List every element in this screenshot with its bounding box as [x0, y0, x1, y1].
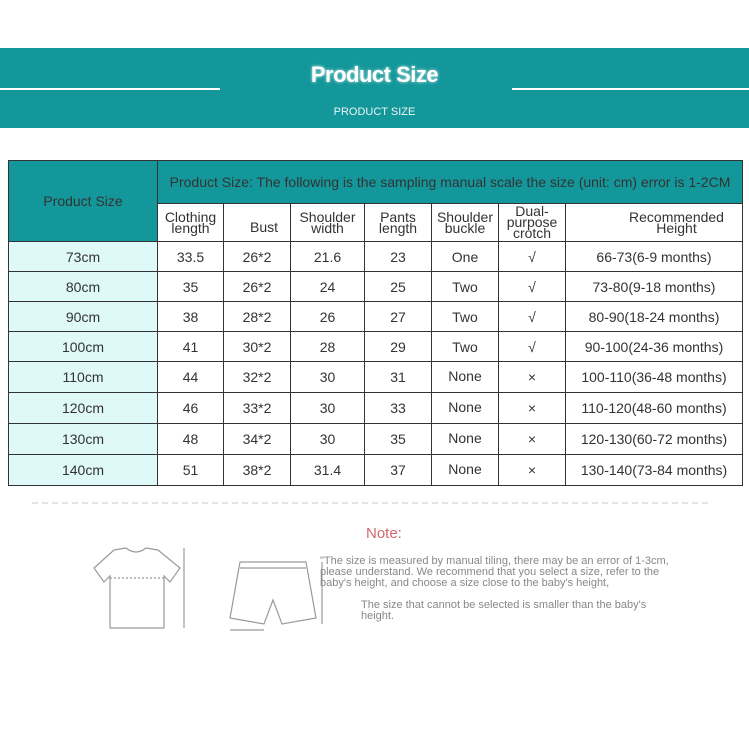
- shoulder-buckle-cell: Two: [432, 302, 499, 332]
- table-row: [9, 242, 743, 272]
- size-cell: 73cm: [9, 242, 158, 272]
- shoulder-width-cell: 30: [291, 393, 365, 424]
- shorts-diagram: [220, 550, 335, 640]
- shoulder-width-cell: 28: [291, 332, 365, 362]
- crotch-cell: ×: [499, 362, 566, 393]
- clothing-length-cell: 35: [158, 272, 224, 302]
- crotch-cell: √: [499, 242, 566, 272]
- clothing-length-cell: 46: [158, 393, 224, 424]
- pants-length-cell: 29: [365, 332, 432, 362]
- height-cell: 90-100(24-36 months): [566, 332, 743, 362]
- divider: [32, 502, 708, 504]
- col-header-shoulder-buckle: Shoulder buckle: [432, 204, 499, 242]
- shoulder-buckle-cell: One: [432, 242, 499, 272]
- crotch-cell: √: [499, 332, 566, 362]
- clothing-length-cell: 51: [158, 455, 224, 486]
- bust-cell: 32*2: [224, 362, 291, 393]
- size-cell: 90cm: [9, 302, 158, 332]
- crotch-cell: √: [499, 302, 566, 332]
- height-cell: 120-130(60-72 months): [566, 424, 743, 455]
- shoulder-buckle-cell: None: [432, 393, 499, 424]
- bust-cell: 28*2: [224, 302, 291, 332]
- table-row: [9, 455, 743, 486]
- size-cell: 80cm: [9, 272, 158, 302]
- col-header-pants-length: Pants length: [365, 204, 432, 242]
- col-header-bust: Bust: [224, 204, 291, 242]
- shoulder-width-cell: 31.4: [291, 455, 365, 486]
- table-row: [9, 424, 743, 455]
- height-cell: 66-73(6-9 months): [566, 242, 743, 272]
- table-row: [9, 393, 743, 424]
- header-banner: [0, 48, 749, 128]
- crotch-cell: ×: [499, 393, 566, 424]
- height-cell: 100-110(36-48 months): [566, 362, 743, 393]
- bust-cell: 38*2: [224, 455, 291, 486]
- corner-header: Product Size: [9, 161, 158, 242]
- tshirt-outline: [94, 548, 180, 628]
- table-description: Product Size: The following is the sampling manual scale the size (unit: cm) error is 1-2CM: [158, 161, 743, 204]
- shoulder-buckle-cell: Two: [432, 332, 499, 362]
- shoulder-buckle-cell: Two: [432, 272, 499, 302]
- height-cell: 80-90(18-24 months): [566, 302, 743, 332]
- shoulder-width-cell: 26: [291, 302, 365, 332]
- clothing-length-cell: 48: [158, 424, 224, 455]
- size-cell: 110cm: [9, 362, 158, 393]
- col-header-crotch: Dual-purpose crotch: [499, 204, 566, 242]
- shoulder-buckle-cell: None: [432, 362, 499, 393]
- pants-length-cell: 37: [365, 455, 432, 486]
- note-text-2: The size that cannot be selected is smaller than the baby's height.: [361, 599, 647, 622]
- pants-length-cell: 27: [365, 302, 432, 332]
- crotch-cell: √: [499, 272, 566, 302]
- bust-cell: 26*2: [224, 242, 291, 272]
- size-cell: 140cm: [9, 455, 158, 486]
- col-header-clothing-length: Clothing length: [158, 204, 224, 242]
- bust-cell: 30*2: [224, 332, 291, 362]
- bust-cell: 26*2: [224, 272, 291, 302]
- shoulder-buckle-cell: None: [432, 424, 499, 455]
- size-cell: 130cm: [9, 424, 158, 455]
- height-cell: 110-120(48-60 months): [566, 393, 743, 424]
- height-cell: 73-80(9-18 months): [566, 272, 743, 302]
- tshirt-diagram: [76, 530, 196, 636]
- pants-length-cell: 31: [365, 362, 432, 393]
- shoulder-width-cell: 30: [291, 362, 365, 393]
- table-row: [9, 332, 743, 362]
- pants-length-cell: 23: [365, 242, 432, 272]
- pants-length-cell: 33: [365, 393, 432, 424]
- shoulder-width-cell: 24: [291, 272, 365, 302]
- note-title: Note:: [366, 525, 402, 542]
- banner-divider-right: [512, 88, 749, 90]
- crotch-cell: ×: [499, 455, 566, 486]
- banner-subtitle: PRODUCT SIZE: [333, 106, 416, 118]
- pants-length-cell: 35: [365, 424, 432, 455]
- bust-cell: 33*2: [224, 393, 291, 424]
- clothing-length-cell: 44: [158, 362, 224, 393]
- clothing-length-cell: 38: [158, 302, 224, 332]
- pants-length-cell: 25: [365, 272, 432, 302]
- note-text-1: "The size is measured by manual tiling, there may be an error of 1-3cm, please understand. We recommend that you select a size, refer to the baby's height, and choose a size close to the baby's height,: [320, 555, 669, 589]
- shorts-outline: [230, 562, 316, 624]
- shoulder-buckle-cell: None: [432, 455, 499, 486]
- banner-divider-left: [0, 88, 220, 90]
- shoulder-width-cell: 21.6: [291, 242, 365, 272]
- table-row: [9, 272, 743, 302]
- height-cell: 130-140(73-84 months): [566, 455, 743, 486]
- size-cell: 120cm: [9, 393, 158, 424]
- table-row: [9, 362, 743, 393]
- banner-title: Product Size: [310, 62, 439, 87]
- col-header-recommended-height: Recommended Height: [566, 204, 743, 242]
- clothing-length-cell: 33.5: [158, 242, 224, 272]
- size-table: [8, 160, 743, 486]
- col-header-shoulder-width: Shoulder width: [291, 204, 365, 242]
- size-cell: 100cm: [9, 332, 158, 362]
- crotch-cell: ×: [499, 424, 566, 455]
- clothing-length-cell: 41: [158, 332, 224, 362]
- shoulder-width-cell: 30: [291, 424, 365, 455]
- table-row: [9, 302, 743, 332]
- bust-cell: 34*2: [224, 424, 291, 455]
